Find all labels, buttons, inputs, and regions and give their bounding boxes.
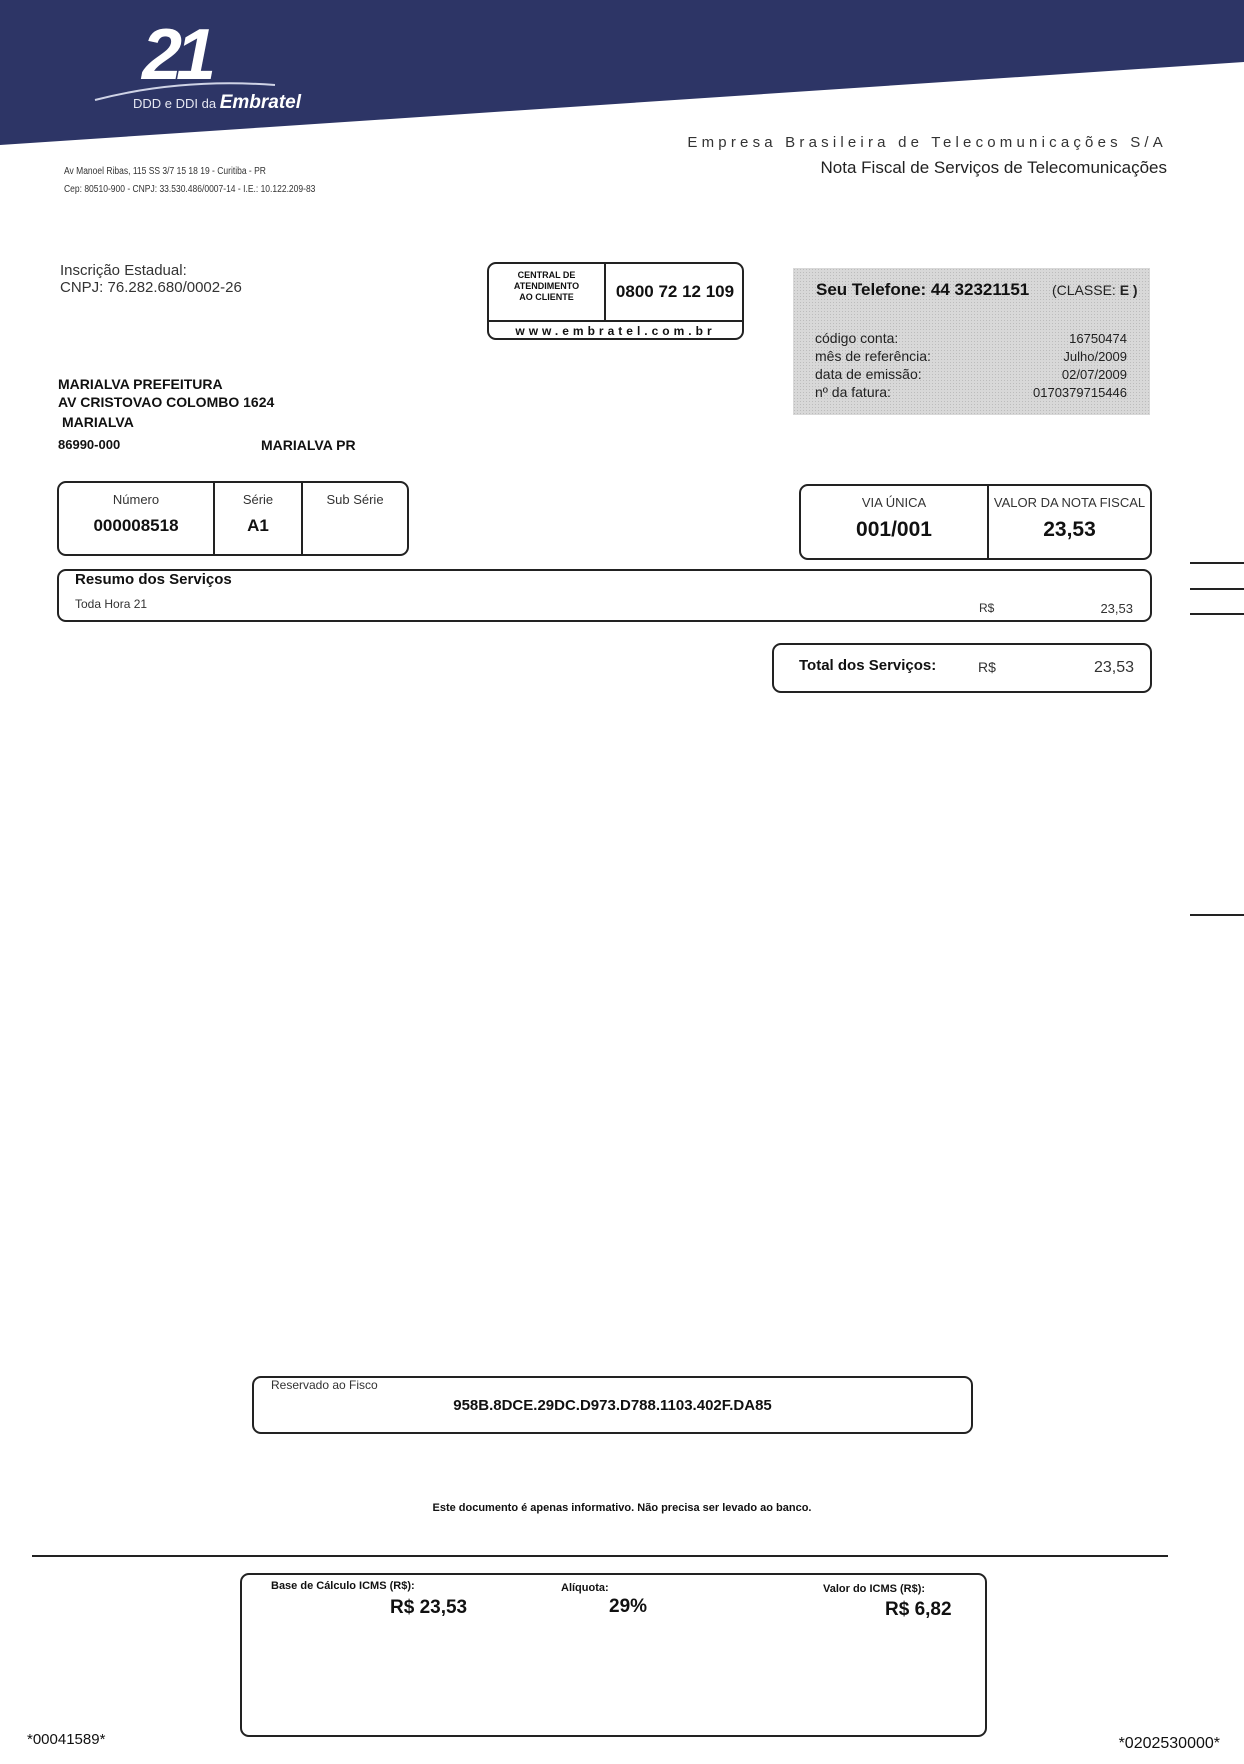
services-total-currency: R$ (978, 659, 996, 675)
via-label: VIA ÚNICA (861, 495, 927, 510)
issue-date-value: 02/07/2009 (1061, 367, 1127, 382)
icms-base-value: R$ 23,53 (390, 1597, 468, 1618)
valor-value: 23,53 (1043, 518, 1096, 541)
reference-month-value: Julho/2009 (1063, 349, 1127, 364)
service-item-name: Toda Hora 21 (75, 597, 148, 611)
logo-tagline (133, 92, 301, 114)
customer-service-label (489, 264, 606, 320)
recipient-name: MARIALVA PREFEITURA (58, 376, 223, 392)
company-registration: Cep: 80510-900 - CNPJ: 33.530.486/0007-14 - I.E.: 10.122.209-83 (64, 184, 316, 195)
fisco-code: 958B.8DCE.29DC.D973.D788.1103.402F.DA85 (453, 1397, 772, 1414)
customer-cnpj: CNPJ: 76.282.680/0002-26 (60, 279, 242, 296)
invoice-number-value: 0170379715446 (1033, 385, 1127, 400)
numero-value: 000008518 (93, 516, 179, 535)
classe-value: E ) (1119, 282, 1138, 298)
service-item-value: 23,53 (1100, 601, 1133, 616)
subserie-cell (303, 483, 407, 554)
recipient-district: MARIALVA (62, 414, 134, 430)
invoice-id-box (57, 481, 409, 556)
margin-mark (1190, 562, 1244, 564)
central-label-line1: CENTRAL DE (517, 270, 576, 280)
numero-label: Número (112, 492, 160, 507)
document-title: Nota Fiscal de Serviços de Telecomunicações (820, 158, 1167, 177)
icms-aliquota-value: 29% (609, 1596, 648, 1617)
icms-aliquota-label: Alíquota: (561, 1582, 609, 1594)
serie-label: Série (242, 492, 274, 507)
central-label-line2: ATENDIMENTO (513, 281, 580, 291)
services-total-value: 23,53 (1093, 659, 1134, 676)
footer-right-code: *0202530000* (1118, 1735, 1220, 1752)
margin-mark (1190, 588, 1244, 590)
logo-number: 21 (142, 15, 211, 95)
logo-prefix: DDD e DDI da (133, 96, 217, 111)
services-total-label: Total dos Serviços: (799, 657, 937, 674)
icms-base-label: Base de Cálculo ICMS (R$): (271, 1580, 415, 1592)
classe-label: (CLASSE: (1052, 282, 1116, 298)
via-value: 001/001 (856, 518, 932, 541)
company-name: Empresa Brasileira de Telecomunicações S/A (687, 134, 1167, 151)
margin-mark (1190, 914, 1244, 916)
invoice-number-label: nº da fatura: (815, 384, 891, 400)
divider-line (32, 1555, 1168, 1557)
company-address: Av Manoel Ribas, 115 SS 3/7 15 18 19 - Curitiba - PR (64, 166, 266, 177)
logo-brand: Embratel (219, 92, 302, 113)
fisco-label: Reservado ao Fisco (271, 1378, 378, 1392)
valor-label: VALOR DA NOTA FISCAL (993, 495, 1146, 510)
numero-cell (59, 483, 215, 554)
icms-valor-value: R$ 6,82 (885, 1599, 952, 1620)
website-link: www.embratel.com.br (489, 320, 742, 340)
subserie-label: Sub Série (326, 492, 384, 507)
phone-number: Seu Telefone: 44 32321151 (816, 280, 1030, 299)
classe-indicator (1052, 282, 1138, 298)
footer-left-code: *00041589* (27, 1731, 106, 1748)
serie-cell (215, 483, 303, 554)
issue-date-label: data de emissão: (815, 366, 922, 382)
inscricao-estadual: Inscrição Estadual: (60, 262, 187, 279)
recipient-street: AV CRISTOVAO COLOMBO 1624 (58, 394, 275, 410)
central-label-line3: AO CLIENTE (519, 292, 574, 302)
services-summary-title: Resumo dos Serviços (75, 571, 232, 588)
recipient-cep: 86990-000 (58, 437, 121, 452)
account-code-label: código conta: (815, 330, 899, 346)
serie-value: A1 (247, 516, 269, 535)
margin-mark (1190, 613, 1244, 615)
recipient-city: MARIALVA PR (261, 437, 356, 453)
service-item-currency: R$ (979, 601, 995, 615)
valor-cell (989, 486, 1150, 558)
icms-valor-label: Valor do ICMS (R$): (823, 1583, 926, 1595)
informative-notice: Este documento é apenas informativo. Não precisa ser levado ao banco. (432, 1502, 812, 1514)
customer-service-box (487, 262, 744, 340)
invoice-value-box (799, 484, 1152, 560)
customer-service-phone: 0800 72 12 109 (615, 282, 735, 301)
reference-month-label: mês de referência: (815, 348, 931, 364)
account-code-value: 16750474 (1069, 331, 1127, 346)
via-cell (801, 486, 989, 558)
